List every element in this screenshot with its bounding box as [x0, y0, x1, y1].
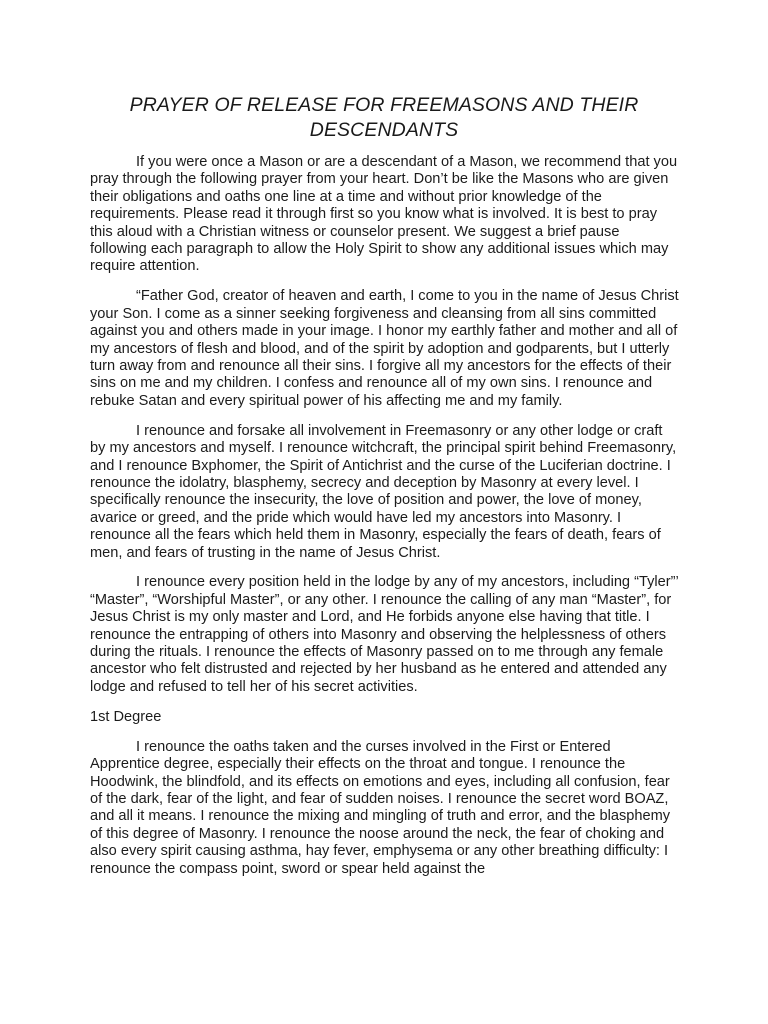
document-title — [90, 93, 678, 143]
intro-paragraph: If you were once a Mason or are a descendant of a Mason, we recommend that you pray through the following prayer from your heart. Don’t be like the Masons who are given their obligations and oaths one line at a time and without prior knowledge of the requirements. Please read it through first so you know what is involved. It is best to pray this aloud with a Christian witness or counselor present. We suggest a brief pause following each paragraph to allow the Holy Spirit to show any additional issues which may require attention. — [90, 154, 678, 275]
section-heading-1st-degree: 1st Degree — [90, 708, 162, 725]
document-body — [90, 154, 680, 890]
renounce-positions-paragraph: I renounce every position held in the lodge by any of my ancestors, including “Tyler”’ “Master”, “Worshipful Master”, or any other. I renounce the calling of any man “Master”, for Jesus Christ is my only master and Lord, and He forbids anyone else having that title. I renounce the entrapping of others into Masonry and observing the helplessness of others during the rituals. I renounce the effects of Masonry passed on to me through any female ancestor who felt distrusted and rejected by her husband as he entered and attended any lodge and refused to tell her of his secret activities. — [90, 574, 679, 695]
title-line-2: DESCENDANTS — [309, 119, 459, 141]
title-line-1: PRAYER OF RELEASE FOR FREEMASONS AND THEIR — [129, 94, 639, 116]
renounce-freemasonry-paragraph: I renounce and forsake all involvement in Freemasonry or any other lodge or craft by my ancestors and myself. I renounce witchcraft, the principal spirit behind Freemasonry, and I renounce Bxphomer, the Spirit of Antichrist and the curse of the Luciferian doctrine. I renounce the idolatry, blasphemy, secrecy and deception by Masonry at every level. I specifically renounce the insecurity, the love of position and power, the love of money, avarice or greed, and the pride which would have led my ancestors into Masonry. I renounce all the fears which held them in Masonry, especially the fears of death, fears of men, and fears of trusting in the name of Jesus Christ. — [90, 422, 677, 561]
prayer-opening-paragraph: “Father God, creator of heaven and earth, I come to you in the name of Jesus Christ your Son. I come as a sinner seeking forgiveness and cleansing from all sins committed against you and others made in your image. I honor my earthly father and mother and all of my ancestors of flesh and blood, and of the spirit by adoption and godparents, but I utterly turn away from and renounce all their sins. I forgive all my ancestors for the effects of their sins on me and my children. I confess and renounce all of my own sins. I renounce and rebuke Satan and every spiritual power of his affecting me and my family. — [90, 288, 679, 409]
first-degree-paragraph: I renounce the oaths taken and the curses involved in the First or Entered Apprentice degree, especially their effects on the throat and tongue. I renounce the Hoodwink, the blindfold, and its effects on emotions and eyes, including all confusion, fear of the dark, fear of the light, and fear of sudden noises. I renounce the secret word BOAZ, and all it means. I renounce the mixing and mingling of truth and error, and the blasphemy of this degree of Masonry. I renounce the noose around the neck, the fear of choking and also every spirit causing asthma, hay fever, emphysema or any other breathing difficulty: I renounce the compass point, sword or spear held against the — [90, 738, 671, 877]
